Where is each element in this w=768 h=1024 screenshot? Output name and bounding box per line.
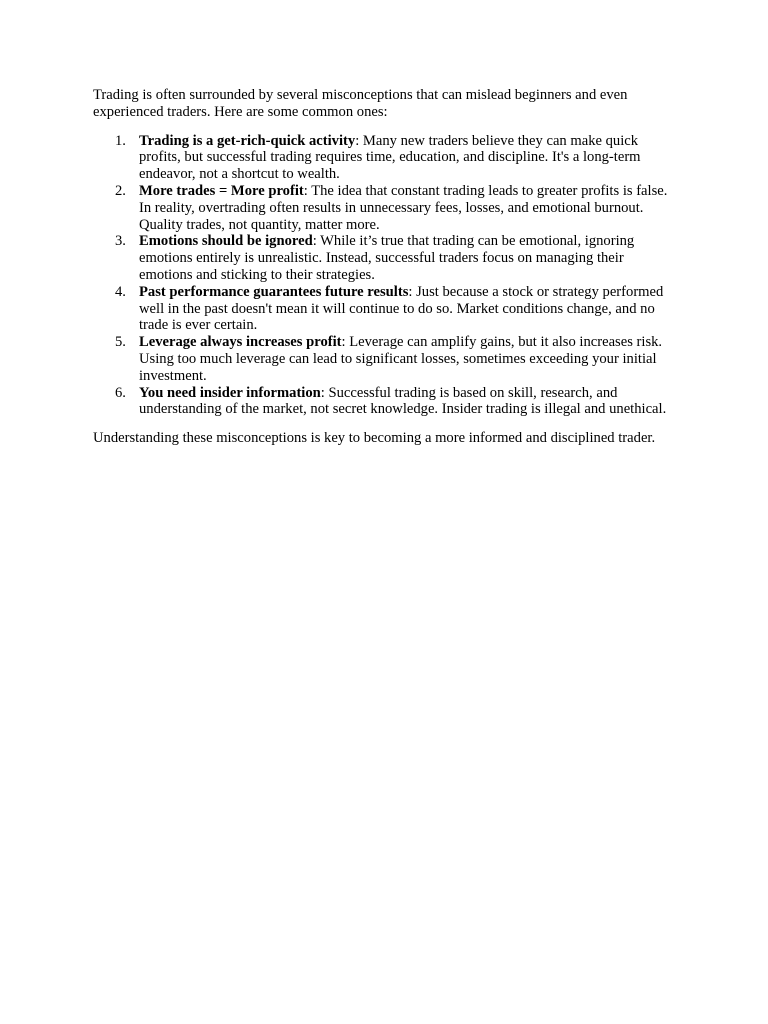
list-item xyxy=(93,385,678,419)
list-item-number: 1. xyxy=(115,132,126,149)
list-item xyxy=(93,183,678,233)
list-item xyxy=(93,233,678,283)
list-item xyxy=(93,334,678,384)
list-item-term: Leverage always increases profit xyxy=(139,334,342,351)
list-item-term: More trades = More profit xyxy=(139,182,304,199)
document-page xyxy=(93,87,678,447)
list-item xyxy=(93,284,678,334)
intro-paragraph: Trading is often surrounded by several misconceptions that can mislead beginners and even experienced traders. Here are some common ones: xyxy=(93,87,628,120)
list-item-text: : Just because a stock or strategy performed well in the past doesn't mean it will continue to do so. Market conditions change, and no trade is ever certain. xyxy=(139,283,664,334)
list-item-number: 6. xyxy=(115,384,126,401)
outro-paragraph: Understanding these misconceptions is key to becoming a more informed and disciplined trader. xyxy=(93,430,656,447)
list-item-number: 5. xyxy=(115,334,126,351)
list-item-term: Emotions should be ignored xyxy=(139,233,313,250)
misconceptions-list xyxy=(93,133,678,419)
list-item-text: : Leverage can amplify gains, but it also increases risk. Using too much leverage can lead to significant losses, sometimes exceeding your initial investment. xyxy=(139,334,663,384)
list-item-text: : Many new traders believe they can make quick profits, but successful trading requires time, education, and discipline. It's a long-term endeavor, not a shortcut to wealth. xyxy=(139,132,641,183)
list-item-term: Trading is a get-rich-quick activity xyxy=(139,132,356,149)
list-item xyxy=(93,133,678,183)
list-item-term: Past performance guarantees future results xyxy=(139,283,409,300)
list-item-term: You need insider information xyxy=(139,384,321,401)
list-item-text: : While it’s true that trading can be emotional, ignoring emotions entirely is unrealistic. Instead, successful traders focus on managing their emotions and sticking to their strategies. xyxy=(139,233,635,283)
list-item-text: : Successful trading is based on skill, research, and understanding of the market, not secret knowledge. Insider trading is illegal and unethical. xyxy=(139,384,667,418)
list-item-number: 2. xyxy=(115,182,126,199)
list-item-number: 4. xyxy=(115,283,126,300)
list-item-text: : The idea that constant trading leads to greater profits is false. In reality, overtrading often results in unnecessary fees, losses, and emotional burnout. Quality trades, not quantity, matter more. xyxy=(139,182,668,233)
list-item-number: 3. xyxy=(115,233,126,250)
